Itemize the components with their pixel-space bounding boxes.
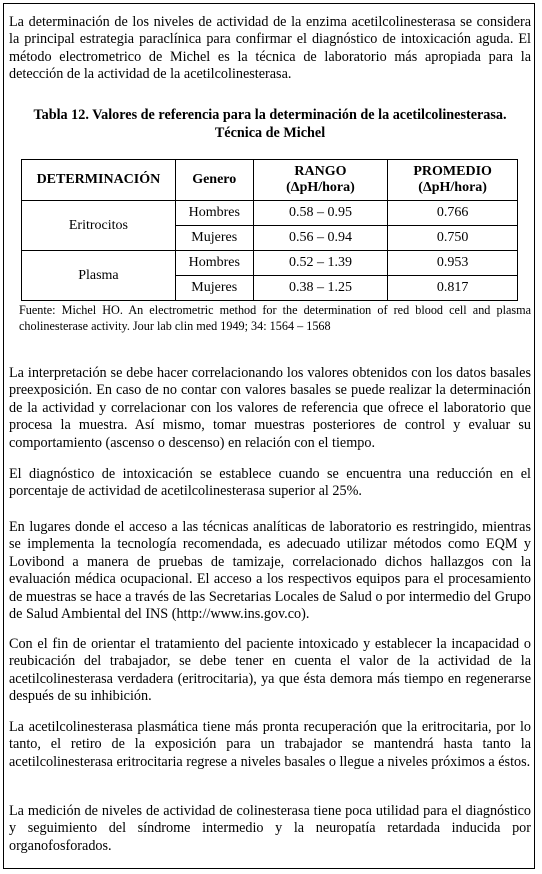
header-promedio-unit: (ΔpH/hora) bbox=[418, 180, 487, 195]
genero-cell: Hombres bbox=[175, 251, 253, 276]
table-header-row bbox=[22, 160, 518, 201]
header-rango-label: RANGO bbox=[294, 164, 347, 179]
table-source-note: Fuente: Michel HO. An electrometric method for the determination of red blood cell and plasma cholinesterase activity. Jour lab clin med 1949; 34: 1564 – 1568 bbox=[19, 303, 531, 333]
paragraph: El diagnóstico de intoxicación se establece cuando se encuentra una reducción en el porcentaje de actividad de acetilcolinesterasa superior al 25%. bbox=[9, 466, 531, 500]
genero-cell: Mujeres bbox=[175, 276, 253, 301]
table-row bbox=[22, 251, 518, 276]
rango-cell: 0.56 – 0.94 bbox=[253, 226, 388, 251]
rango-cell: 0.38 – 1.25 bbox=[253, 276, 388, 301]
paragraph: En lugares donde el acceso a las técnicas analíticas de laboratorio es restringido, mientras se implementa la tecnología recomendada, es adecuado utilizar métodos como EQM y Lovibond a manera de pruebas de tamizaje, correlacionado dichos hallazgos con la evaluación médica ocupacional. El acceso a los respectivos equipos para el procesamiento de muestras se hace a través de las Secretarias Locales de Salud o por intermedio del Grupo de Salud Ambiental del INS (http://www.ins.gov.co). bbox=[9, 519, 531, 623]
paragraph: Con el fin de orientar el tratamiento del paciente intoxicado y establecer la incapacidad o reubicación del trabajador, se debe tener en cuenta el valor de la actividad de la acetilcolinesterasa verdadera (eritrocitaria), ya que ésta demora más tiempo en regenerarse después de su inhibición. bbox=[9, 636, 531, 705]
header-genero: Genero bbox=[175, 160, 253, 201]
genero-cell: Hombres bbox=[175, 201, 253, 226]
table-caption-title: Tabla 12. Valores de referencia para la determinación de la acetilcolinesterasa. bbox=[33, 107, 507, 123]
group-name-cell: Eritrocitos bbox=[22, 201, 176, 251]
promedio-cell: 0.817 bbox=[388, 276, 518, 301]
promedio-cell: 0.750 bbox=[388, 226, 518, 251]
header-determinacion: DETERMINACIÓN bbox=[22, 160, 176, 201]
paragraph: La interpretación se debe hacer correlacionando los valores obtenidos con los datos basales preexposición. En caso de no contar con valores basales se puede realizar la determinación de la actividad y correlacionar con los valores de referencia que ofrece el laboratorio que procesa la muestra. Así mismo, tomar muestras posteriores de control y evaluar su comportamiento (ascenso o descenso) en relación con el tiempo. bbox=[9, 365, 531, 451]
paragraph: La medición de niveles de actividad de colinesterasa tiene poca utilidad para el diagnóstico y seguimiento del síndrome intermedio y la neuropatía retardada inducida por organofosforados. bbox=[9, 803, 531, 854]
rango-cell: 0.52 – 1.39 bbox=[253, 251, 388, 276]
table-caption-subtitle: Técnica de Michel bbox=[214, 124, 326, 141]
intro-paragraph: La determinación de los niveles de actividad de la enzima acetilcolinesterasa se considera la principal estrategia paraclínica para confirmar el diagnóstico de intoxicación aguda. El método electrometrico de Michel es la técnica de laboratorio más apropiada para la detección de la actividad de la acetilcolinesterasa. bbox=[9, 14, 531, 83]
header-promedio bbox=[388, 160, 518, 201]
promedio-cell: 0.953 bbox=[388, 251, 518, 276]
table-caption bbox=[9, 107, 531, 142]
reference-values-table bbox=[21, 159, 518, 301]
header-promedio-label: PROMEDIO bbox=[413, 164, 492, 179]
header-rango-unit: (ΔpH/hora) bbox=[286, 180, 355, 195]
rango-cell: 0.58 – 0.95 bbox=[253, 201, 388, 226]
document-page bbox=[3, 3, 535, 869]
paragraph: La acetilcolinesterasa plasmática tiene más pronta recuperación que la eritrocitaria, por lo tanto, el retiro de la exposición para un trabajador se mantendrá hasta tanto la acetilcolinesterasa eritrocitaria regrese a niveles basales o llegue a niveles próximos a éstos. bbox=[9, 719, 531, 770]
promedio-cell: 0.766 bbox=[388, 201, 518, 226]
group-name-cell: Plasma bbox=[22, 251, 176, 301]
header-rango bbox=[253, 160, 388, 201]
genero-cell: Mujeres bbox=[175, 226, 253, 251]
table-row bbox=[22, 201, 518, 226]
